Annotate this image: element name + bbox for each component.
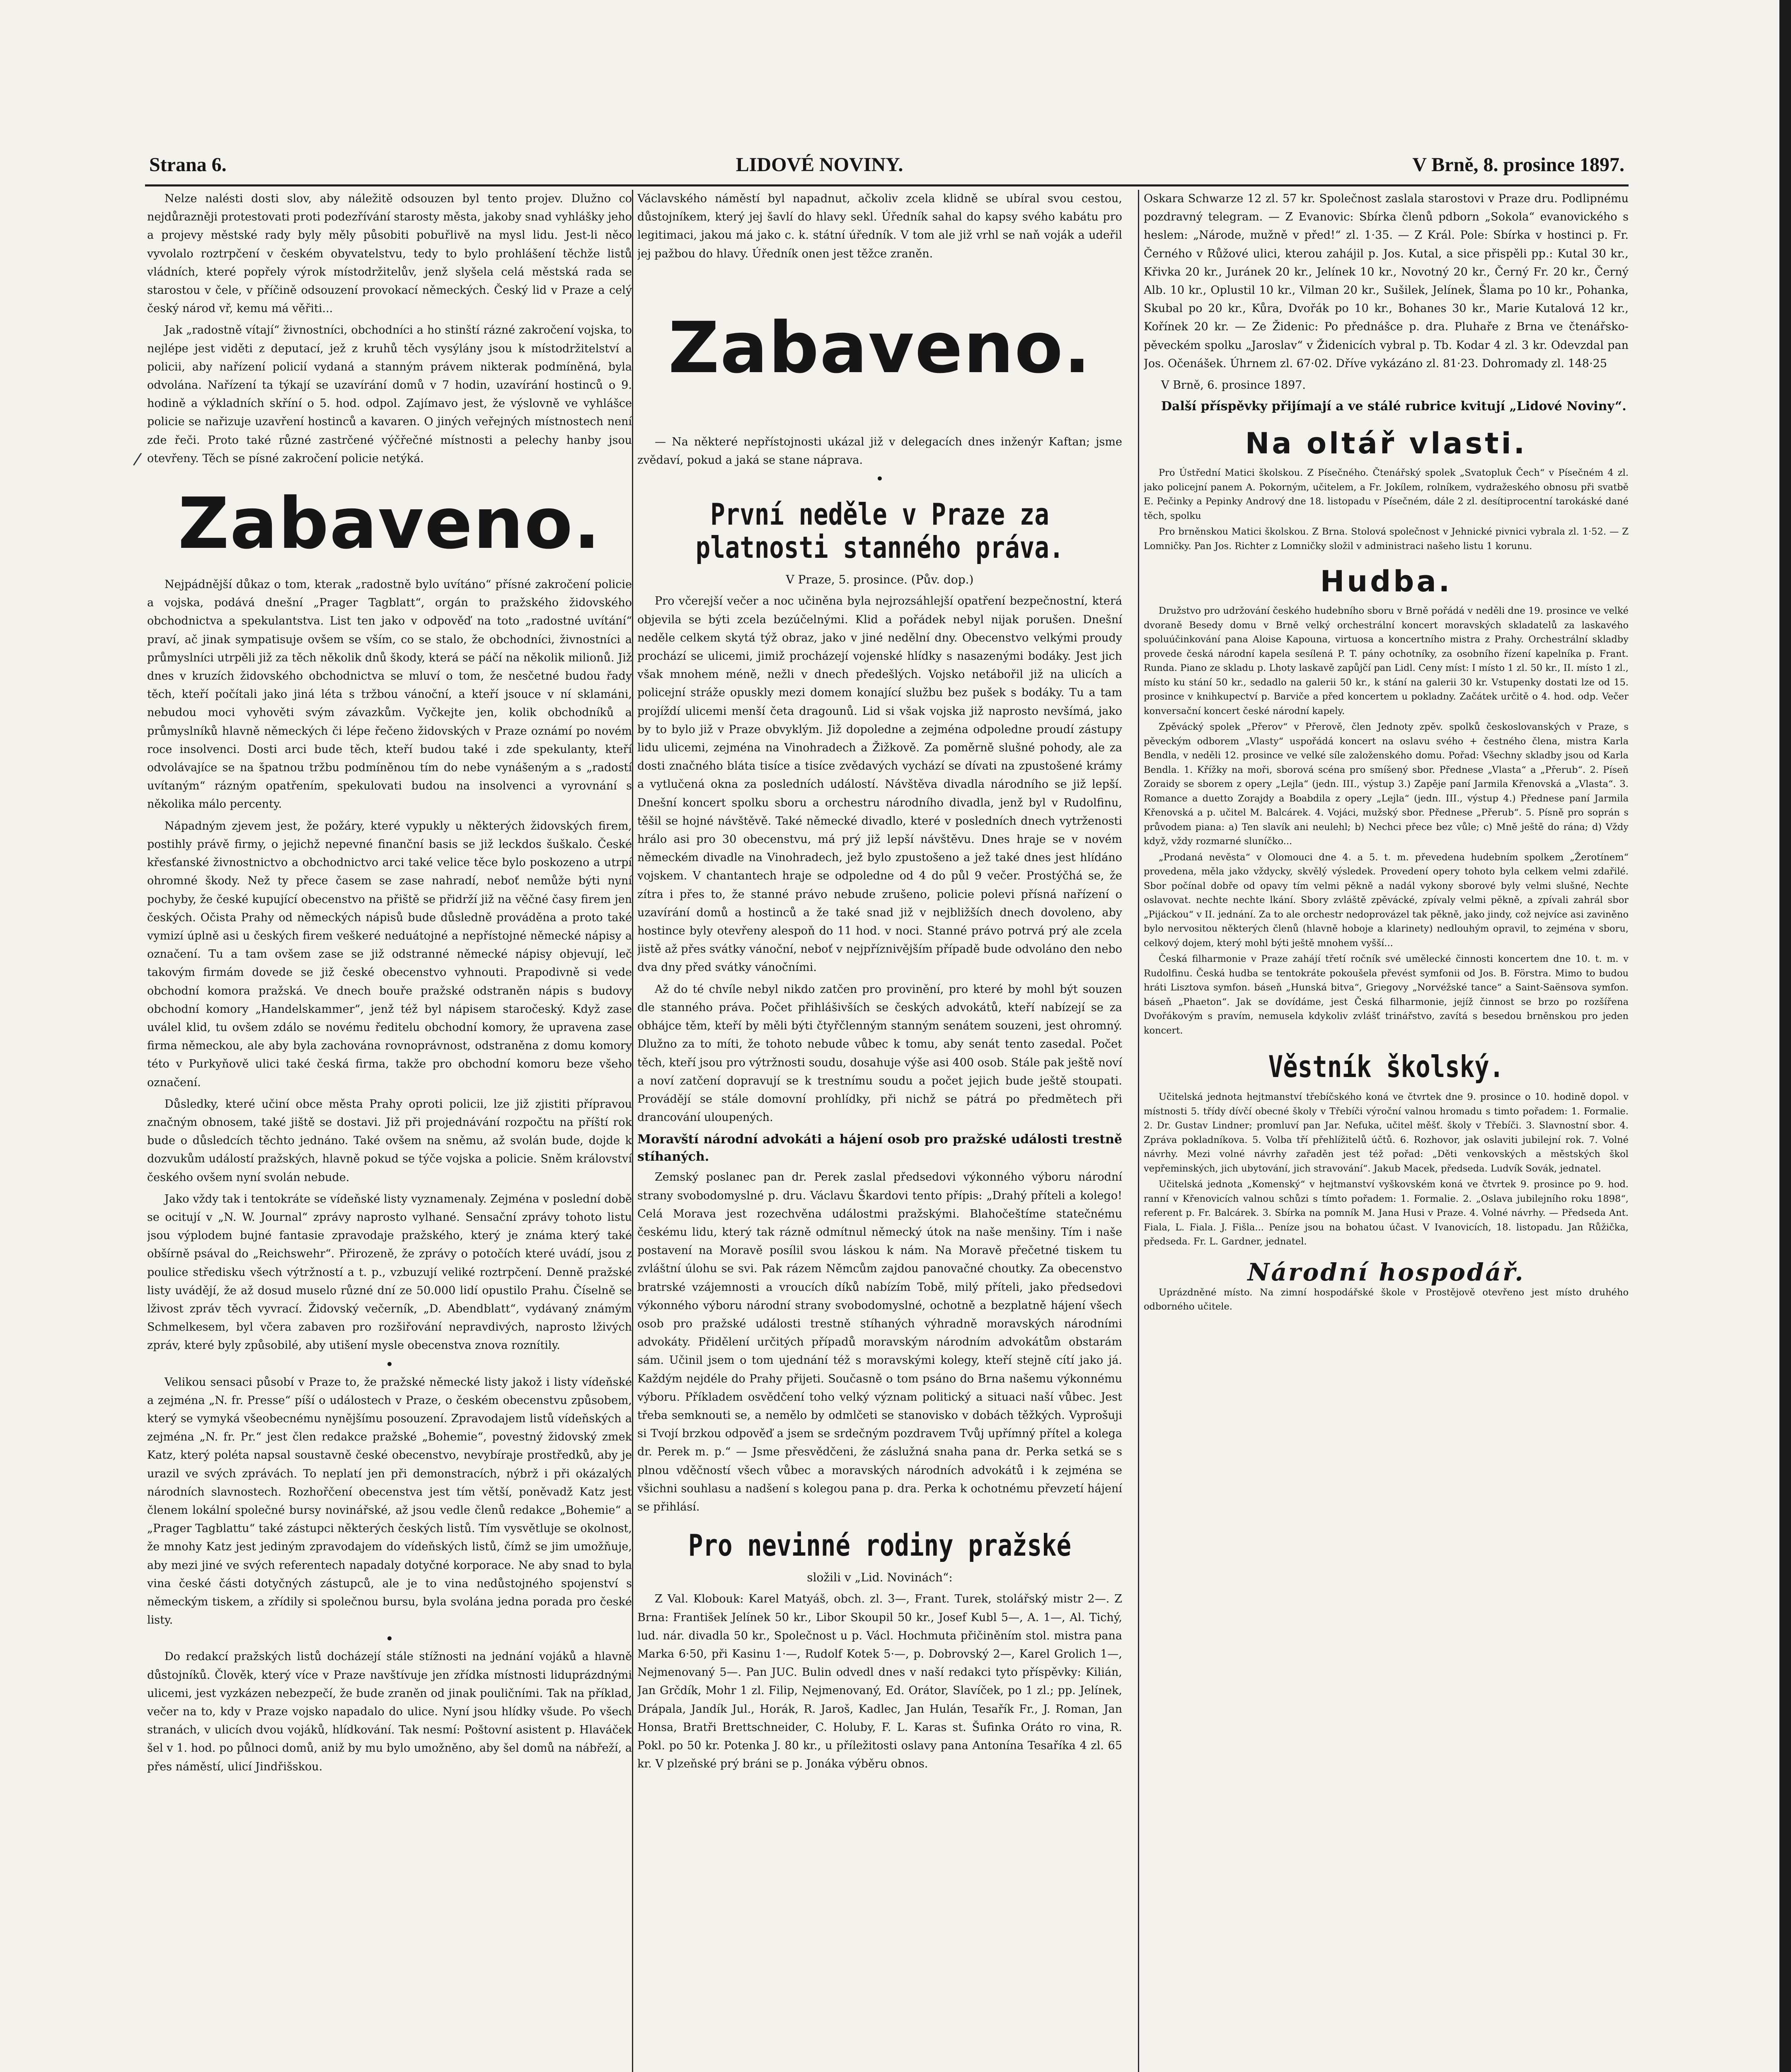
section-heading: Věstník školský. <box>1268 1049 1504 1084</box>
article-heading: První neděle v Praze za platnosti stanného práva. <box>695 497 1064 565</box>
article-paragraph: Učitelská jednota „Komenský“ v hejtmanství vyškovském koná ve čtvrtek 9. prosince po 9. hod. ranní v Křenovicích valnou schůzi s tímto pořadem: 1. Formalie. 2. „Oslava jubilejního roku 1898“, referent p. Fr. Balcárek. 3. Sbírka na pomník M. Jana Husi v Praze. 4. Volné návrhy. — Předseda Ant. Fiala, L. Fiala. J. Fišla... Peníze jsou na bohatou účast. V Ivanovicích, 18. listopadu. Jan Růžička, předseda. Fr. L. Gardner, jednatel. <box>1144 1179 1629 1247</box>
article-heading: Pro nevinné rodiny pražské <box>688 1528 1072 1563</box>
article-byline: složili v „Lid. Novinách“: <box>807 1571 953 1585</box>
column-2 <box>637 190 1122 2072</box>
article-paragraph: Jako vždy tak i tentokráte se vídeňské listy vyznamenaly. Zejména v poslední době se ocitují v „N. W. Journal“ zprávy naprosto vylhané. Sensační zprávy tohoto listu jsou výplodem bujné fantasie zpravodaje pražského, který je známa který také obšírně psával do „Reichswehr“. Přirozeně, že zprávy o potočích které uvádí, jsou z poulice středisku všech výtržností a t. p., vzbuzují veliké roztrpčení. Denně pražské listy uvádějí, že až dosud muselo různé dní ze 50.000 lidí opustilo Prahu. Číselně se lživost zpráv těch vyvrací. Židovský večerník, „D. Abendblatt“, vydávaný známým Schmelkesem, byl včera zabaven pro rozšiřování nepravdivých, naprosto lživých zpráv, které byly způsobilé, aby utišení mysle obecenstva znova roznítily. <box>147 1192 632 1352</box>
article-paragraph: — Na některé nepřístojnosti ukázal již v delegacích dnes inženýr Kaftan; jsme zvědaví, pokud a jaká se stane náprava. <box>637 435 1122 467</box>
article-paragraph: Pro brněnskou Matici školskou. Z Brna. Stolová společnost v Jehnické pivnici vybrala zl. 1·52. — Z Lomničky. Pan Jos. Richter z Lomničky složil v administraci našeho listu 1 korunu. <box>1144 526 1629 552</box>
newspaper-title: LIDOVÉ NOVINY. <box>736 154 903 176</box>
column-divider-2 <box>1138 190 1139 2072</box>
article-paragraph: Další příspěvky přijímají a ve stálé rubrice kvitují „Lidové Noviny“. <box>1161 399 1626 414</box>
censored-notice: Zabaveno. <box>668 307 1092 389</box>
article-paragraph: Uprázdněné místo. Na zimní hospodářské škole v Prostějově otevřeno jest místo druhého odborného učitele. <box>1144 1287 1629 1312</box>
article-paragraph: Do redakcí pražských listů docházejí stále stížnosti na jednání vojáků a hlavně důstojníků. Člověk, který více v Praze navštívuje jen zřídka místnosti liduprázdnými ulicemi, jest vyzkázen nebezpečí, že bude zraněn od jinak pouličními. Tak na příklad, večer na to, kdy v Praze vojsko napadalo do ulice. Nyní jsou hlídky všude. Po všech stranách, v ulicích dvou vojáků, hlídkování. Tak nesmí: Poštovní asistent p. Hlaváček šel v 1. hod. po půlnoci domů, aniž by mu bylo umožněno, aby šel domů na nábřeží, a přes náměstí, ulicí Jindřišskou. <box>147 1650 632 1773</box>
article-paragraph: Pro včerejší večer a noc učiněna byla nejrozsáhlejší opatření bezpečnostní, která objevila se býti zcela bezúčelnými. Klid a pořádek nebyl nijak porušen. Dnešní neděle celkem skytá týž obraz, jako v jiné nedělní dny. Obecenstvo velkými proudy prochází se ulicemi, jimiž procházejí vojenské hlídky s nasazenými bodáky. Jest jich však mnohem méně, nežli v dnech předešlých. Vojsko netábořil již na ulicích a policejní stráže opuskly mezi domem konající službu bez pušek s bodáky. Tu a tam projíždí ulicemi menší četa dragounů. Lid si však vojska již naprosto nevšímá, jako by to bylo již v Praze obvyklým. Již dopoledne a zejména odpoledne proudí zástupy lidu ulicemi, zejména na Vinohradech a Žižkově. Za poměrně slušné pohody, ale za dosti značného bláta tisíce a tisíce zvědavých vychází se dívati na zpustošené krámy a vytlučená okna za posledních událostí. Návštěva divadla národního se již lepší. Dnešní koncert spolku sboru a orchestru národního divadla, jenž byl v Rudolfinu, těšil se hojné návštěvě. Také německé divadlo, které v posledních dnech vytrženosti hrálo asi pro 30 obecenstvu, má prý již lepší návštěvu. Dnes hraje se v novém německém divadle na Vinohradech, jež bylo zpustošeno a jež také dnes jest hlídáno vojskem. V chantantech hraje se odpoledne od 4 do půl 9 večer. Prostýčhá se, že zítra i přes to, že stanné právo nebude zrušeno, policie polevi přísná nařízení o uzavírání domů a hostinců a že také snad již v nejbližších dnech dovoleno, aby hostince byly otevřeny alespoň do 11 hod. v noci. Stanné právo potrvá prý ale zcela jistě až přes svátky vánoční, neboť v nejpříznivějším případě bude odvoláno den nebo dva dny před svátky vánočními. <box>637 595 1122 974</box>
column-1 <box>147 190 632 2072</box>
article-paragraph: Zpěvácký spolek „Přerov“ v Přerově, člen Jednoty zpěv. spolků českoslovanských v Praze, s pěveckým odborem „Vlasty“ uspořádá koncert na oslavu svého + čestného člena, mistra Karla Bendla, v neděli 12. prosince ve velké síle založenského domu. Pořad: Všechny skladby jsou od Karla Bendla. 1. Křížky na moři, sborová scéna pro smíšený sbor. Přednese „Vlasta“ a „Přerub“. 2. Píseň Zoraidy se sborem z opery „Lejla“ (jedn. III., výstup 3.) Zapěje paní Jarmila Křenovská a „Vlasta“. 3. Romance a duetto Zorajdy a Boabdila z opery „Lejla“ (jedn. III., výstup 4.) Přednese paní Jarmila Křenovská a p. učitel M. Balcárek. 4. Vojáci, mužský sbor. Přednese „Přerub“. 5. Písně pro soprán s průvodem piana: a) Ten slavík ani neulehl; b) Nechci přece bez vůle; c) Mně ještě do rána; d) Vždy když, vždy rozmarné sluníčko... <box>1144 721 1629 847</box>
section-body <box>1144 1285 1629 1314</box>
masthead <box>149 153 1624 182</box>
section-body <box>1144 604 1629 1038</box>
article-paragraph: Z Val. Klobouk: Karel Matyáš, obch. zl. 3—, Frant. Turek, stolářský mistr 2—. Z Brna: František Jelínek 50 kr., Libor Skoupil 50 kr., Josef Kubl 5—, A. 1—, Al. Tichý, lud. nár. divadla 50 kr., Společnost u p. Václ. Hochmuta přičiněním stol. mistra pana Marka 6·50, při Kasinu 1·—, Rudolf Kotek 5·—, p. Dobrovský 2—, Karel Grolich 1—, Nejmenovaný 5—. Pan JUC. Bulin odvedl dnes v naší redakci tyto příspěvky: Kilián, Jan Grčdík, Mohr 1 zl. Filip, Nejmenovaný, Ed. Orátor, Slavíček, po 1 zl.; pp. Jelínek, Drápala, Jandík Jul., Horák, R. Jaroš, Kadlec, Jan Hulán, Tesařík Fr., J. Roman, Jan Honsa, Bratři Brettschneider, C. Holuby, F. L. Karas st. Šufinka Oráto ro vina, R. Pokl. po 50 kr. Potenka J. 80 kr., u příležitosti oslavy pana Antonína Tesaříka 4 zl. 65 kr. V plzeňské prý bráni se p. Jonáka výběru obnos. <box>637 1593 1122 1771</box>
column-3 <box>1144 190 1629 2072</box>
place-date: V Brně, 8. prosince 1897. <box>1412 154 1624 176</box>
article-paragraph: Učitelská jednota hejtmanství třebíčského koná ve čtvrtek dne 9. prosince o 10. hodině dopol. v místnosti 5. třídy dívčí obecné školy v Třebíči výroční valnou hromadu s timto pořadem: 1. Formalie. 2. Dr. Gustav Lindner; promluví pan Jar. Nefuka, učitel měšť. školy v Třebíči. 3. Slavnostní sbor. 4. Zpráva pokladníkova. 5. Volba tří přehlížitelů účtů. 6. Rozhovor, jak oslaviti jubilejní rok. 7. Volné návrhy. Mezi volné návrhy zařaděn jest též pořad: „Děti venkovských a městských škol vepřeminských, jich ubytování, jich stravování“. Jakub Macek, předseda. Ludvík Sovák, jednatel. <box>1144 1092 1629 1174</box>
section-heading: Národní hospodář. <box>1247 1258 1525 1286</box>
article-paragraph: Důsledky, které učiní obce města Prahy oproti policii, lze již zjistiti přípravou značným obnosem, také jiště se dostavi. Již při projednávání rozpočtu na příští rok bude o důsledcích těchto jednáno. Také ovšem na sněmu, až svolán bude, dojde k dozvukům událostí pražských, hlavně pokud se týče vojska a policie. Sněm království českého ovšem nyní svolán nebude. <box>147 1097 632 1184</box>
article-paragraph: Družstvo pro udržování českého hudebního sboru v Brně pořádá v neděli dne 19. prosince ve velké dvoraně Besedy domu v Brně velký orchestrální koncert moravských skladatelů za laskavého spoluúčinkování pana Aloise Kapouna, virtuosa a koncertního mistra z Prahy. Orchestrální skladby provede česká národní kapela sesílená P. T. pány ochotníky, za osobního řízení kapelníka p. Frant. Runda. Piano ze skladu p. Lhoty laskavě zapůjčí pan Lidl. Ceny míst: I místo 1 zl. 50 kr., II. místo 1 zl., místo ku stání 50 kr., sedadlo na galerii 50 kr., k stání na galerii 30 kr. Vstupenky dostati lze od 15. prosince v knihkupectví p. Barviče a před koncertem u pokladny. Začátek určitě o 4. hod. odp. Večer konversační koncert české národní kapely. <box>1144 605 1629 716</box>
article-paragraph: Nápadným zjevem jest, že požáry, které vypukly u některých židovských firem, postihly právě firmy, o jejichž nepevné finanční basis se již leckdos šuškalo. České křesťanské živnostnictvo a obchodnictvo arci také velice těce bylo poskozeno a utrpí ohromné škody. Než ty přece časem se zase nahradí, neboť nemůže býti nyní pochyby, že české kupující obecenstvo na přiště se přidrží již na věčné časy firem jen českých. Očista Prahy od německých nápisů bude důsledně prováděna a proto také vymizí úplně asi u českých firem veškeré neduátojné a nepřístojné německé nápisy a označení. Tu a tam ovšem zase se již odstranné německé nápisy objevují, leč takovým firmám dovede se již české obecenstvo vyhnouti. Prapodivně si vede obchodní komora pražská. Ve dnech bouře pražské odstraněn nápis s budovy obchodní komory „Handelskammer“, jenž též byl nápisem staročeský. Když zase uválel klid, tu ovšem zdálo se novému ředitelu obchodní komory, že upravena zase firma německou, ale aby byla zachována rovnoprávnost, odstraněna z domu komory této v Purkyňově ulici také česká firma, takže pro obchodní komoru beze všeho označení. <box>147 819 632 1089</box>
article-paragraph: V Brně, 6. prosince 1897. <box>1161 379 1306 392</box>
article-paragraph: Jak „radostně vítají“ živnostníci, obchodníci a ho stinští rázné zakročení vojska, to nejlépe jest viděti z deputací, jež z kruhů těch vysýlány jsou k místodržitelství a policii, aby nařízení policií vydaná a stanným právem nikterak podmíněná, byla odvolána. Nařízení ta týkají se uzavírání domů v 7 hodin, uzavírání hostinců o 9. hodině a výkladních skříní o 5. hod. odpol. Zajímavo jest, že výslovně ve vyhlášce policie se nařizuje uzavření hostinců a kavaren. O jiných veřejných místnostech není zde řeči. Proto také různé zastrčené výčřečné místnosti a pelechy hanby jsou otevřeny. Těch se písné zakročení policie netýká. <box>147 324 632 465</box>
column-divider-1 <box>632 190 633 2072</box>
censored-notice: Zabaveno. <box>178 483 601 565</box>
separator-bullet: • <box>386 1632 393 1646</box>
article-paragraph: Česká filharmonie v Praze zahájí třetí ročník své umělecké činnosti koncertem dne 10. t. m. v Rudolfinu. Česká hudba se tentokráte pokoušela převést symfonii od Jos. B. Förstra. Mimo to budou hráti Lisztova symfon. báseň „Hunská bitva“, Griegovy „Norvéžské tance“ a Saint-Saënsova symfon. báseň „Phaeton“. Jak se dovídáme, jest Česká filharmonie, jejíž činnost se brzo po rozšířena Dvořákovým s pravím, nemusela kdykoliv zvlášť trinářstvo, zavítá s besedou brněnskou pro jeden koncert. <box>1144 954 1629 1036</box>
section-body <box>1144 466 1629 553</box>
article-paragraph: Oskara Schwarze 12 zl. 57 kr. Společnost zaslala starostovi v Praze dru. Podlipnému pozdravný telegram. — Z Evanovic: Sbírka členů pdborn „Sokola“ evanovického s heslem: „Národe, mužně v před!“ zl. 1·35. — Z Král. Pole: Sbírka v hostinci p. Fr. Černého v Růžové ulici, kterou zahájil p. Jos. Kutal, a sice přispěli pp.: Kutal 30 kr., Křivka 20 kr., Juránek 20 kr., Jelínek 10 kr., Novotný 20 kr., Černý Fr. 20 kr., Černý Alb. 10 kr., Oplustil 10 kr., Vilman 20 kr., Sušilek, Jelínek, Šlama po 10 kr., Pohanka, Skubal po 20 kr., Kůra, Dvořák po 10 kr., Bohanes 30 kr., Marie Kutalová 12 kr., Kořínek 20 kr. — Ze Židenic: Po přednášce p. dra. Pluhaře z Brna ve čtenářsko-pěveckém spolku „Jaroslav“ v Židenicích vybral p. Tb. Kodar 4 zl. 3 kr. Odevzdal pan Jos. Očenášek. Úhrnem zl. 67·02. Dříve vykázáno zl. 81·23. Dohromady zl. 148·25 <box>1144 192 1629 370</box>
article-paragraph: Velikou sensaci působí v Praze to, že pražské německé listy jakož i listy vídeňské a zejména „N. fr. Presse“ píší o událostech v Praze, o českém obecenstvu způsobem, který se vymyká všeobecnému nynějšímu posouzení. Zpravodajem listů vídeňských a zejména „N. fr. Pr.“ jest člen redakce pražské „Bohemie“, povestný židovský zmek Katz, který poléta napsal soustavně české obecenstvo, nevybíraje prostředků, aby je urazil ve svých zprávách. To neplatí jen při demonstracích, nýbrž i při okázalých národních slavnostech. Rozhořčení obecenstva jest tím větší, poněvadž Katz jest členem lokální společné bursy novinářské, až jsou vedle členů redakce „Bohemie“ a „Prager Tagblattu“ také zástupci některých českých listů. Tím vysvětluje se okolnost, že mnohy Katz jest jediným zpravodajem do vídeňských listů, čímž se jim umožňuje, aby mezi jiné ve svých referentech napadaly dotyčné korporace. Ne aby snad to byla vina české části dotyčných zástupců, ale je to vina nedůstojného spojenství s německým tiskem, a zřídily si společnou bursu, byla svolána jedna porada pro české listy. <box>147 1375 632 1627</box>
article-paragraph: Pro Ústřední Matici školskou. Z Písečného. Čtenářský spolek „Svatopluk Čech“ v Písečném 4 zl. jako policejní panem A. Pokorným, učitelem, a Fr. Jokílem, rolníkem, vydražeského obnosu při svatbě E. Pečinky a Pepinky Andrový dne 18. listopadu v Písečném, dále 2 zl. desítiprocentní tarokáské dané těch, spolku <box>1144 467 1629 521</box>
article-paragraph: Zemský poslanec pan dr. Perek zaslal předsedovi výkonného výboru národní strany svobodomyslné p. dru. Václavu Škardovi tento přípis: „Drahý příteli a kolego! Celá Morava jest rozechvěna událostmi pražskými. Blahočeštíme statečnému českému lidu, který tak rázně odmítnul německý útok na naše menšiny. Tím i naše postavení na Moravě posílil svou láskou k nám. Na Moravě přečetné tiskem tu zvláštní úlohu se svi. Pak rázem Němcům zajdou panovačné choutky. Za obecenstvo bratrské vzájemnosti a vroucích díků nabízím Tobě, milý příteli, jako předsedovi výkonného výboru národní strany svobodomyslné, ochotně a bezplatně hájení všech osob pro pražské události trestně stíhaných výhradně moravských národními advokáty. Přidělení určitých případů moravským národním advokátům obstarám sám. Učinil jsem o tom ujednání též s moravskými kolegy, kteří stejně cítí jako já. Každým nejdéle do Prahy přijeti. Současně o tom psáno do Brna našemu výkonnému výboru. Příkladem osvědčení toho velký význam politický a situaci naší vůbec. Jest třeba semknouti se, a nemělo by odmlčeti se stanovisko v dobách těžkých. Vyprošuji si Tvojí brzkou odpověď a jsem se srdečným pozdravem Tvůj upřímný přítel a kolega dr. Perek m. p.“ — Jsme přesvědčeni, že záslužná snaha pana dr. Perka setká se s plnou vděčností všech vůbec a moravských národních advokátů i k zejména se všichni souhlasu a nadšení s kolegou pana p. dra. Perka k ochotnému převzetí hájení se přihlásí. <box>637 1171 1122 1513</box>
article-byline: V Praze, 5. prosince. (Pův. dop.) <box>786 573 974 587</box>
article-paragraph: Až do té chvíle nebyl nikdo zatčen pro provinění, pro které by mohl být souzen dle stanného práva. Počet přihlášivších se českých advokátů, kteří nabízejí se za obhájce těm, kteří by měli býti čtyřčlenným stanným senátem souzeni, jest ohromný. Dlužno za to míti, že tohoto nebude vůbec k tomu, aby senát tento zasedal. Počet těch, kteří jsou pro výtržnosti soudu, dosahuje výše asi 400 osob. Stále pak ještě noví a noví zatčení dopravují se k trestnímu soudu a počet jejich bude ještě stoupati. Provádějí se stále domovní prohlídky, při nichž se pátrá po předmětech při drancování uloupených. <box>637 983 1122 1124</box>
section-heading: Na oltář vlasti. <box>1245 426 1527 461</box>
page-number: Strana 6. <box>149 154 227 176</box>
separator-bullet: • <box>876 472 883 486</box>
separator-bullet: • <box>386 1357 393 1371</box>
section-heading: Hudba. <box>1320 564 1452 599</box>
scan-edge <box>1779 0 1791 2072</box>
margin-mark: / <box>132 449 143 469</box>
masthead-rule <box>145 184 1629 186</box>
article-paragraph: Nejpádnější důkaz o tom, kterak „radostně bylo uvítáno“ přísné zakročení policie a vojska, podává dnešní „Prager Tagblatt“, orgán to pražského židovského obchodnictva a spekulantstva. List ten jako v odpověď na toto „radostné uvítání“ praví, ač jinak sympatisuje ovšem se vším, co se stalo, že obchodníci, živnostníci a průmyslníci utrpěli již za těch několik dnů škody, která se páčí na několik milionů. Již dnes v kruzích židovského obchodnictva se mluví o tom, že nesčetné budou řady těch, kteří počítali jako jiná léta s tržbou vánoční, a kteří jsouce v ní sklamáni, nebudou moci vyhověti svým závazkům. Vyčkejte jen, kolik obchodníků a průmyslníků hlavně německých či lépe řečeno židovských v Praze oznámí po novém roce insolvenci. Dosti arci bude těch, kteří budou také i zde spekulanty, kteří odvolávajíce se na špatnou tržbu podmíněnou tím do nebe vynášeným a s „radostí uvítaným“ rázným opatřením, spekulovati budou na insolvenci a vyrovnání s několika málo percenty. <box>147 578 632 811</box>
article-heading: Moravští národní advokáti a hájení osob pro pražské události trestně stíhaných. <box>637 1132 1122 1164</box>
section-body <box>1144 1090 1629 1249</box>
article-paragraph: „Prodaná nevěsta“ v Olomouci dne 4. a 5. t. m. převedena hudebním spolkem „Žerotínem“ provedena, měla jako vždycky, skvělý výsledek. Provedení opery tohoto byla celkem velmi zdařilé. Sbor počínal dobře od opavy tím velmi pěkně a nadál vykony sborové byly velmi slušné, Nechte oslavovat. nechte nechte lkání. Sbory zvláště zpěvácké, zpívaly velmi pěkně, a zpívali zahrál sbor „Pijáckou“ v II. jednání. Za to ale orchestr nedoprovázel tak pěkně, jako jindy, což nejvíce asi zaviněno bylo nervositou některých členů (hlavně hoboje a klarinety) nedlouhým opravil, to zejména v sboru, celkový dojem, který mohl býti ještě mnohem vyšší... <box>1144 852 1629 949</box>
article-paragraph: Nelze nalésti dosti slov, aby náležitě odsouzen byl tento projev. Dlužno co nejdůrazněji protestovati proti podezřívání starosty města, jakoby snad vyhlášky jeho a projevy městské rady byly měly působiti pobuřlivě na mysl lidu. Jest-li něco vyvolalo roztrpčení v českém obyvatelstvu, tedy to bylo prohlášení těchže listů vládních, které popřely výrok místodržitelův, jenž slyšela celá městská rada se starostou v čele, v příčině odsouzení provokací německých. Český lid v Praze a celý český národ vř, kemu má věřiti... <box>147 192 632 315</box>
article-paragraph: Václavského náměstí byl napadnut, ačkoliv zcela klidně se ubíral svou cestou, důstojníkem, který jej šavlí do hlavy sekl. Úředník sahal do kapsy svého kabátu pro legitimaci, jakou má jako c. k. státní úředník. V tom ale již vrhl se naň voják a udeřil jej pažbou do hlavy. Úředník onen jest těžce zraněn. <box>637 192 1122 260</box>
